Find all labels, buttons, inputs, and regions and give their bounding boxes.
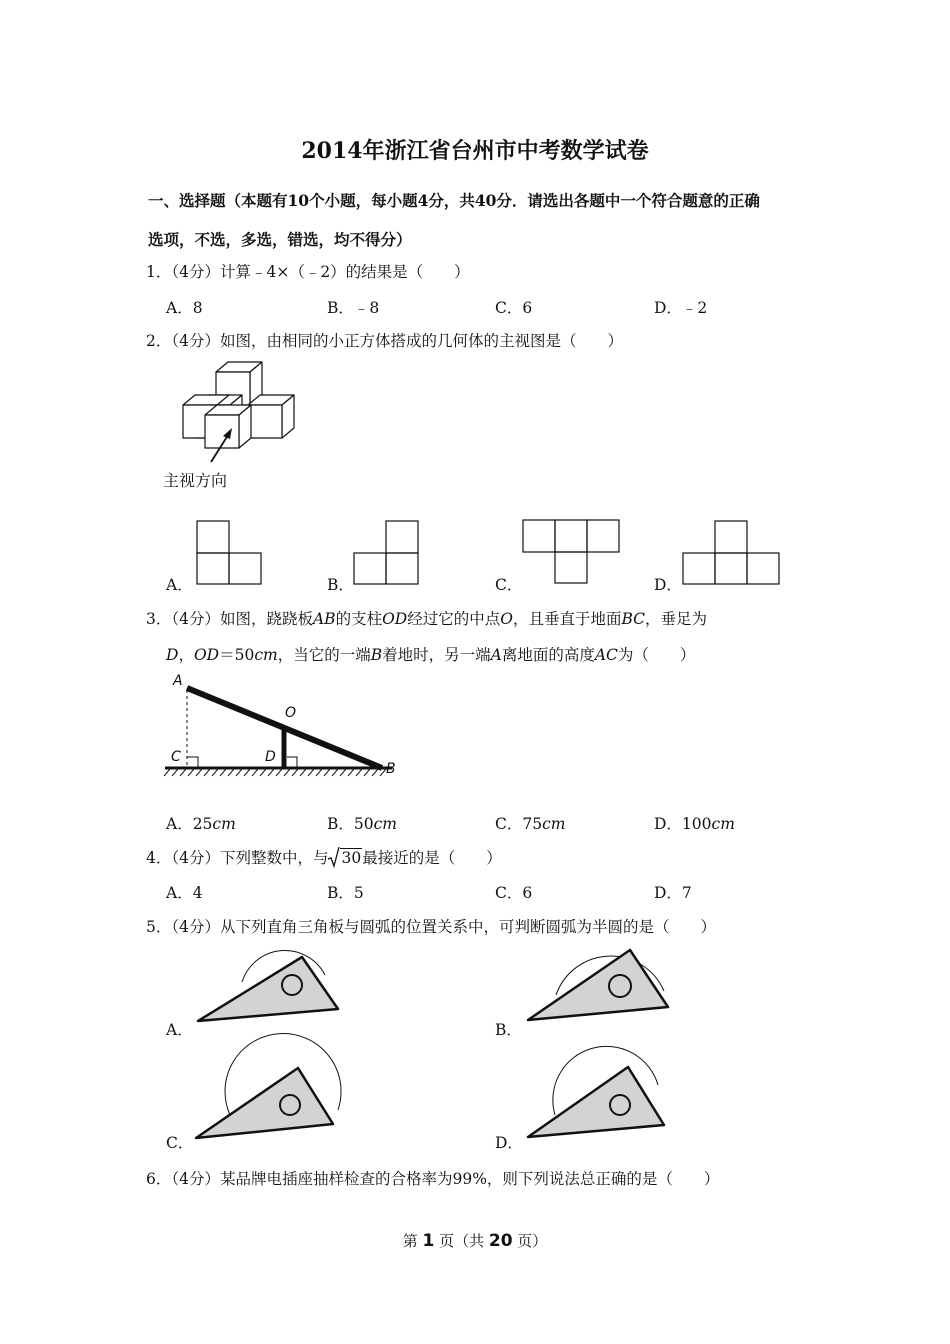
q2-option-a-figure — [196, 520, 266, 586]
q2-option-b-figure — [353, 520, 423, 586]
q5-stem: 5．（4分）从下列直角三角板与圆弧的位置关系中，可判断圆弧为半圆的是（ ） — [146, 918, 716, 936]
q5-option-c-figure — [190, 1050, 350, 1145]
q3-label-c: C — [171, 749, 181, 765]
q4-option-a: A．4 — [166, 884, 203, 902]
q2-option-c-letter: C． — [495, 576, 523, 594]
section-heading-line2: 选项，不选，多选，错选，均不得分） — [148, 230, 412, 249]
sqrt-expression: 30 — [328, 849, 362, 867]
q3-label-o: O — [285, 705, 297, 721]
q1-option-c: C．6 — [495, 299, 533, 317]
page-title: 2014年浙江省台州市中考数学试卷 — [301, 138, 649, 164]
q5-option-d-figure — [520, 1055, 680, 1145]
q5-option-b-letter: B． — [495, 1021, 522, 1039]
q5-option-d-letter: D． — [495, 1134, 523, 1152]
q3-option-a: A．25cm — [166, 815, 236, 833]
section-heading-line1: 一、选择题（本题有10个小题，每小题4分，共40分．请选出各题中一个符合题意的正确 — [148, 191, 760, 210]
q3-label-a: A — [173, 673, 183, 689]
q2-stem: 2．（4分）如图，由相同的小正方体搭成的几何体的主视图是（ ） — [146, 332, 623, 350]
q2-direction-label: 主视方向 — [163, 471, 228, 490]
q2-option-a-letter: A． — [166, 576, 193, 594]
q2-cube-figure — [160, 360, 310, 455]
q3-label-b: B — [386, 761, 396, 777]
q3-stem-line2: D，OD＝50cm，当它的一端B着地时，另一端A离地面的高度AC为（ ） — [166, 646, 696, 664]
q3-label-d: D — [265, 749, 276, 765]
q5-option-b-figure — [520, 940, 680, 1030]
q5-option-c-letter: C． — [166, 1134, 194, 1152]
q1-option-b: B．﹣8 — [327, 299, 380, 317]
q3-stem-line1: 3．（4分）如图，跷跷板AB的支柱OD经过它的中点O，且垂直于地面BC，垂足为 — [146, 610, 708, 628]
q5-option-a-figure — [190, 945, 350, 1030]
q3-option-b: B．50cm — [327, 815, 398, 833]
q4-option-c: C．6 — [495, 884, 533, 902]
q1-option-d: D．﹣2 — [654, 299, 708, 317]
q2-option-c-figure — [522, 519, 622, 585]
q6-stem: 6．（4分）某品牌电插座抽样检查的合格率为99%，则下列说法总正确的是（ ） — [146, 1170, 720, 1188]
q2-option-b-letter: B． — [327, 576, 354, 594]
q4-option-d: D．7 — [654, 884, 692, 902]
q4-option-b: B．5 — [327, 884, 364, 902]
page-footer: 第 1 页（共 20 页） — [402, 1231, 548, 1251]
q2-option-d-figure — [682, 520, 782, 586]
q3-seesaw-figure — [160, 670, 410, 785]
q5-option-a-letter: A． — [166, 1021, 193, 1039]
q2-option-d-letter: D． — [654, 576, 682, 594]
q4-stem: 4．（4分）下列整数中，与 30最接近的是（ ） — [146, 849, 502, 867]
q3-option-c: C．75cm — [495, 815, 566, 833]
total-pages: 20 — [488, 1231, 513, 1251]
q3-option-d: D．100cm — [654, 815, 735, 833]
q1-stem: 1．（4分）计算﹣4×（﹣2）的结果是（ ） — [146, 263, 470, 281]
current-page-number: 1 — [422, 1231, 435, 1251]
q1-option-a: A．8 — [166, 299, 203, 317]
